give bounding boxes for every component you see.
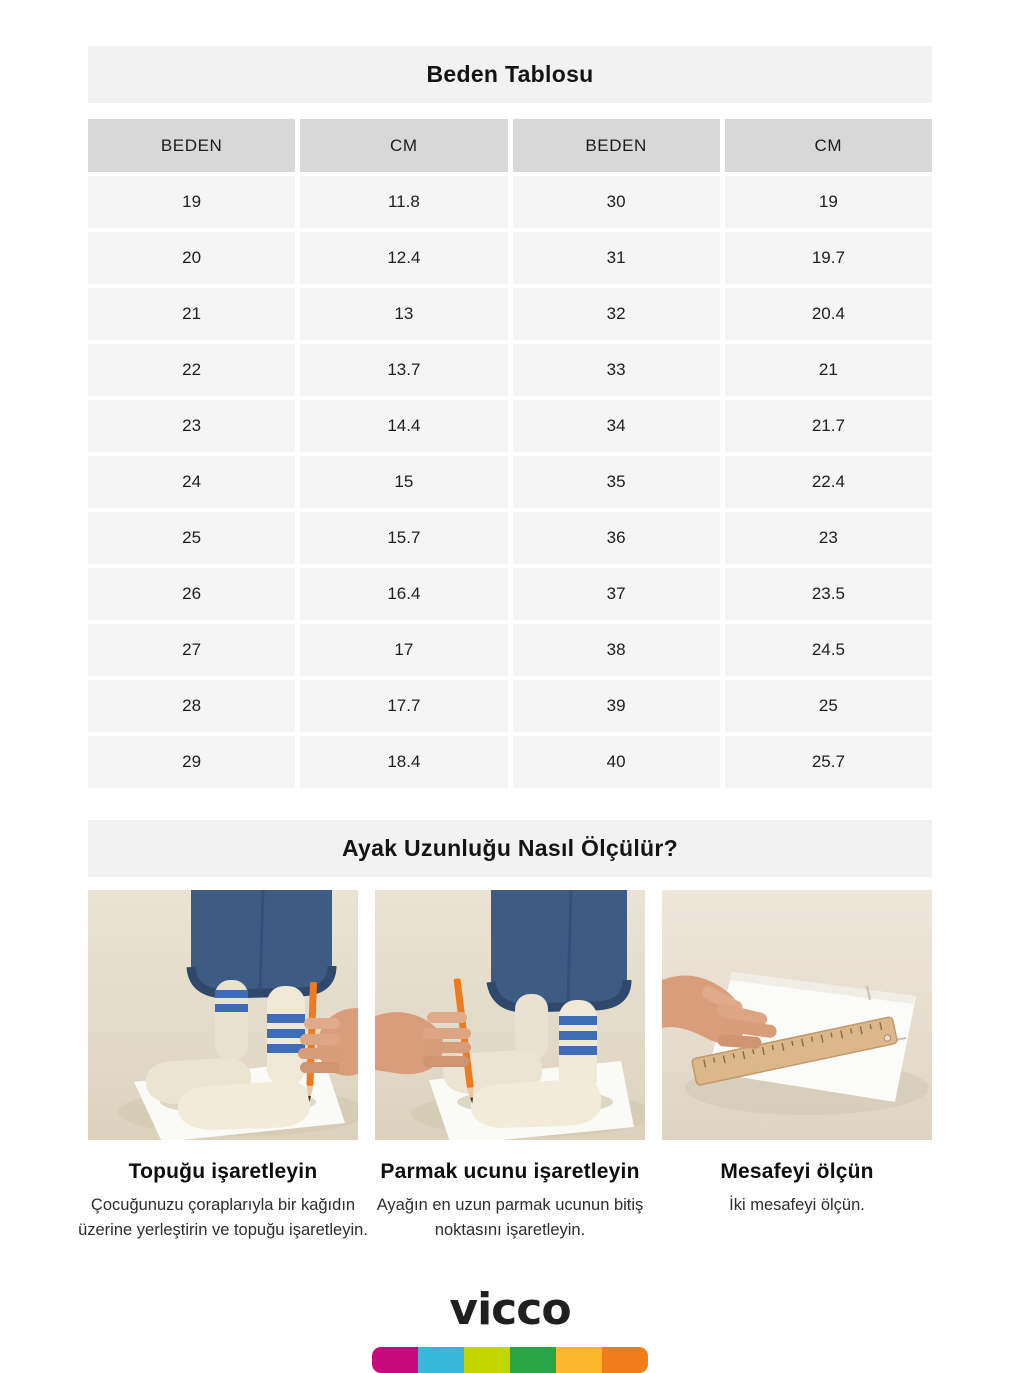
size-table <box>88 119 932 788</box>
size-table-cell: 27 <box>88 624 295 676</box>
step-3-heading: Mesafeyi ölçün <box>720 1160 874 1183</box>
size-table-cell: 36 <box>513 512 720 564</box>
size-table-cell: 38 <box>513 624 720 676</box>
measurement-step-1 <box>78 890 368 1243</box>
size-table-cell: 30 <box>513 176 720 228</box>
size-table-cell: 40 <box>513 736 720 788</box>
brand-logo: vicco <box>449 1283 571 1335</box>
step-3-caption <box>662 1160 932 1218</box>
size-table-cell: 25.7 <box>725 736 932 788</box>
size-table-cell: 22 <box>88 344 295 396</box>
step-3-description: İki mesafeyi ölçün. <box>729 1196 865 1214</box>
size-table-cell: 13.7 <box>300 344 507 396</box>
size-table-cell: 31 <box>513 232 720 284</box>
size-table-cell: 24.5 <box>725 624 932 676</box>
mark-heel-photo <box>88 890 358 1140</box>
size-table-column-header: BEDEN <box>88 119 295 172</box>
size-table-cell: 13 <box>300 288 507 340</box>
measure-section-title: Ayak Uzunluğu Nasıl Ölçülür? <box>342 835 678 861</box>
size-table-cell: 26 <box>88 568 295 620</box>
size-table-column-header: BEDEN <box>513 119 720 172</box>
size-table-cell: 39 <box>513 680 720 732</box>
step-1-caption <box>78 1160 368 1243</box>
size-table-cell: 19 <box>88 176 295 228</box>
size-table-cell: 15 <box>300 456 507 508</box>
size-table-cell: 23 <box>725 512 932 564</box>
size-table-title-band <box>88 46 932 103</box>
size-table-cell: 17.7 <box>300 680 507 732</box>
measurement-steps <box>78 890 932 1243</box>
measurement-step-3 <box>662 890 932 1243</box>
step-2-description: Ayağın en uzun parmak ucunun bitiş noktasını işaretleyin. <box>376 1196 644 1239</box>
size-table-cell: 14.4 <box>300 400 507 452</box>
size-table-cell: 19.7 <box>725 232 932 284</box>
mark-toe-photo <box>375 890 645 1140</box>
step-1-description: Çocuğunuzu çoraplarıyla bir kağıdın üzerine yerleştirin ve topuğu işaretleyin. <box>78 1196 368 1239</box>
size-table-cell: 18.4 <box>300 736 507 788</box>
size-table-cell: 35 <box>513 456 720 508</box>
size-table-cell: 29 <box>88 736 295 788</box>
step-1-heading: Topuğu işaretleyin <box>128 1160 318 1183</box>
size-table-header-row <box>88 119 932 172</box>
size-table-title: Beden Tablosu <box>426 61 594 87</box>
step-2-caption <box>375 1160 645 1243</box>
size-table-cell: 21.7 <box>725 400 932 452</box>
size-table-cell: 37 <box>513 568 720 620</box>
size-table-cell: 21 <box>725 344 932 396</box>
size-table-cell: 23.5 <box>725 568 932 620</box>
size-table-cell: 20 <box>88 232 295 284</box>
size-table-body <box>88 176 932 788</box>
size-table-cell: 11.8 <box>300 176 507 228</box>
measure-section-title-band <box>88 820 932 877</box>
size-table-column-header: CM <box>300 119 507 172</box>
size-table-cell: 33 <box>513 344 720 396</box>
measure-distance-photo <box>662 890 932 1140</box>
size-table-cell: 15.7 <box>300 512 507 564</box>
size-table-cell: 25 <box>725 680 932 732</box>
size-table-column-header: CM <box>725 119 932 172</box>
size-table-cell: 34 <box>513 400 720 452</box>
size-table-cell: 32 <box>513 288 720 340</box>
size-table-cell: 17 <box>300 624 507 676</box>
size-table-cell: 23 <box>88 400 295 452</box>
size-table-cell: 19 <box>725 176 932 228</box>
size-table-cell: 24 <box>88 456 295 508</box>
size-table-cell: 21 <box>88 288 295 340</box>
step-2-heading: Parmak ucunu işaretleyin <box>380 1160 640 1183</box>
size-table-cell: 16.4 <box>300 568 507 620</box>
size-table-cell: 28 <box>88 680 295 732</box>
size-guide-page <box>0 46 1020 1373</box>
size-table-cell: 20.4 <box>725 288 932 340</box>
size-table-cell: 22.4 <box>725 456 932 508</box>
size-table-cell: 25 <box>88 512 295 564</box>
measurement-step-2 <box>375 890 645 1243</box>
size-table-cell: 12.4 <box>300 232 507 284</box>
